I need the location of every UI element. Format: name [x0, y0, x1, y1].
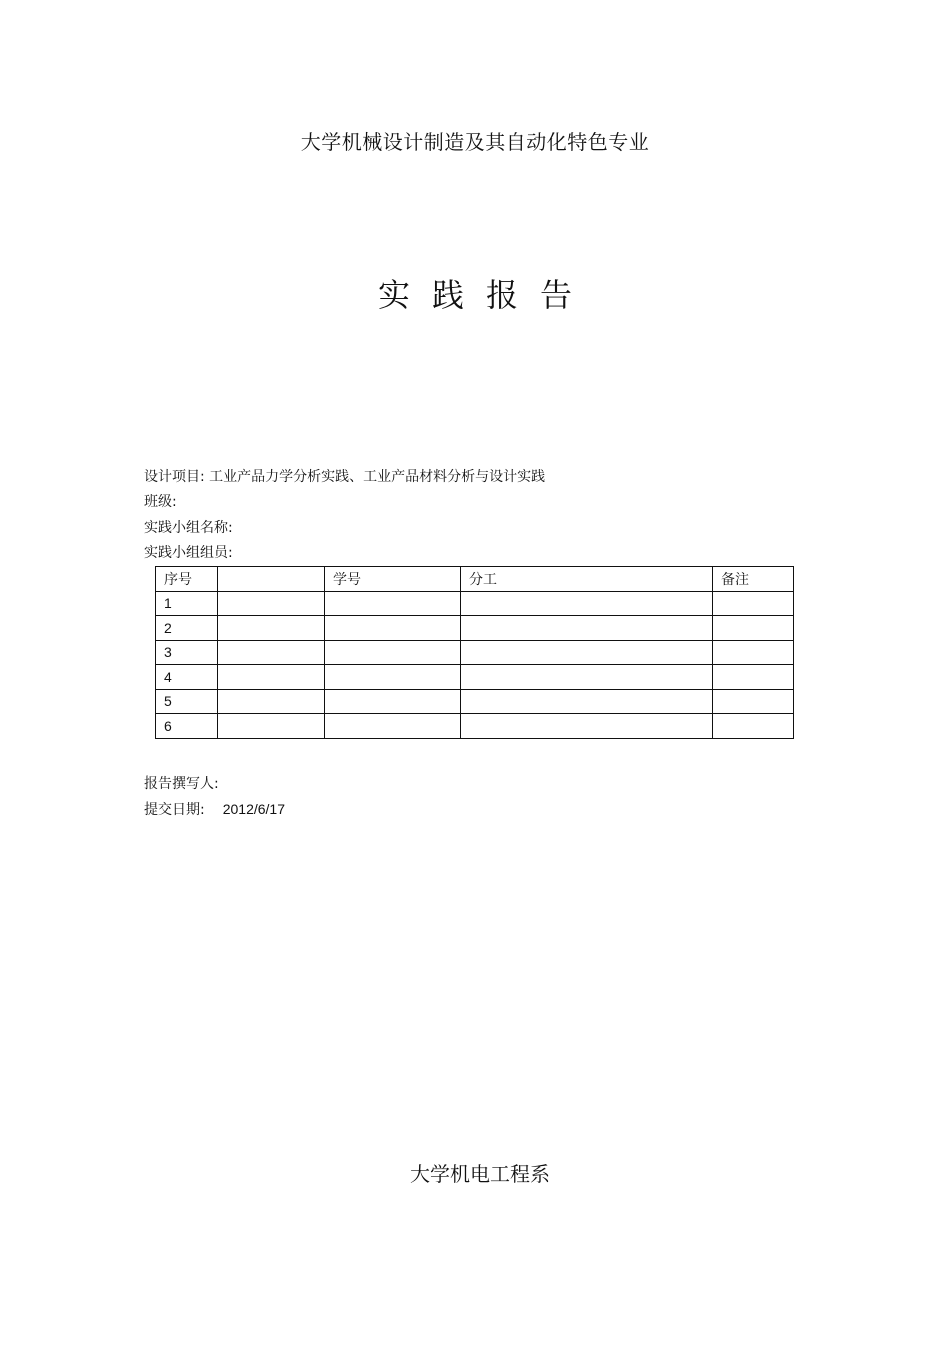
cell-student-id: [325, 640, 461, 665]
cell-role: [461, 665, 713, 690]
cell-student-id: [325, 665, 461, 690]
table-row: [156, 714, 794, 739]
header-cell-index: 序号: [156, 567, 218, 592]
project-value: 工业产品力学分析实践、工业产品材料分析与设计实践: [209, 469, 546, 485]
cell-student-id: [325, 616, 461, 641]
group-members-field: [144, 543, 233, 563]
cell-notes: [713, 616, 794, 641]
project-field: [144, 467, 545, 487]
cell-notes: [713, 689, 794, 714]
cell-index: 4: [156, 665, 218, 690]
members-table: [155, 566, 794, 739]
report-writer-field: [144, 774, 219, 794]
group-name-field: [144, 518, 233, 538]
cell-role: [461, 689, 713, 714]
group-name-label: 实践小组名称:: [144, 520, 233, 536]
table-row: [156, 665, 794, 690]
cell-role: [461, 616, 713, 641]
header-cell-name: [218, 567, 325, 592]
cell-index: 6: [156, 714, 218, 739]
cell-name: [218, 689, 325, 714]
cell-name: [218, 665, 325, 690]
cell-notes: [713, 665, 794, 690]
cell-role: [461, 714, 713, 739]
submit-date-field: [144, 799, 285, 820]
class-label: 班级:: [144, 494, 177, 510]
submit-date-label: 提交日期:: [144, 802, 205, 818]
cell-index: 5: [156, 689, 218, 714]
class-field: [144, 492, 177, 512]
cell-student-id: [325, 689, 461, 714]
document-title: 实践报告: [377, 276, 594, 314]
submit-date-value: 2012/6/17: [222, 801, 286, 817]
report-writer-label: 报告撰写人:: [144, 776, 219, 792]
footer-department: 大学机电工程系: [410, 1162, 550, 1186]
cell-name: [218, 640, 325, 665]
project-label: 设计项目:: [144, 469, 205, 485]
cell-notes: [713, 591, 794, 616]
cell-role: [461, 591, 713, 616]
table-row: [156, 591, 794, 616]
cell-index: 2: [156, 616, 218, 641]
cell-name: [218, 714, 325, 739]
table-row: [156, 689, 794, 714]
cell-role: [461, 640, 713, 665]
header-cell-notes: 备注: [713, 567, 794, 592]
cell-notes: [713, 640, 794, 665]
header-cell-role: 分工: [461, 567, 713, 592]
cell-student-id: [325, 591, 461, 616]
cell-name: [218, 616, 325, 641]
header-organization: 大学机械设计制造及其自动化特色专业: [300, 130, 650, 154]
cell-index: 1: [156, 591, 218, 616]
cell-notes: [713, 714, 794, 739]
table-row: [156, 616, 794, 641]
table-row: [156, 640, 794, 665]
cell-index: 3: [156, 640, 218, 665]
cell-student-id: [325, 714, 461, 739]
group-members-label: 实践小组组员:: [144, 545, 233, 561]
table-header-row: [156, 567, 794, 592]
header-cell-student-id: 学号: [325, 567, 461, 592]
cell-name: [218, 591, 325, 616]
